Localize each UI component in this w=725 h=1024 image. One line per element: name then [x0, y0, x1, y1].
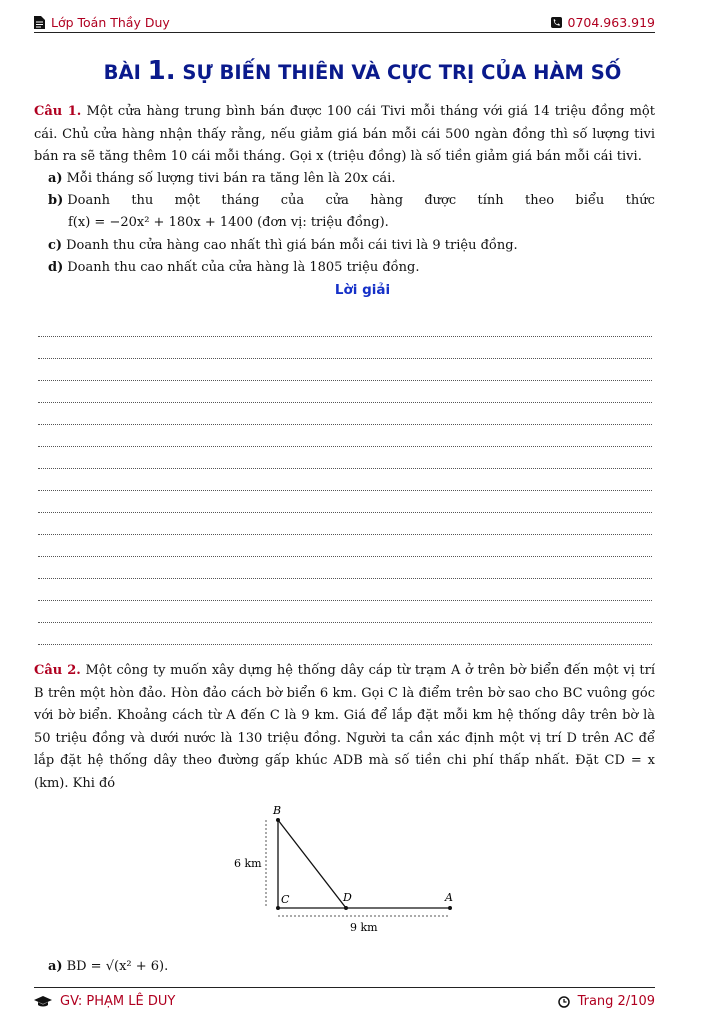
- phone-number: 0704.963.919: [567, 14, 655, 30]
- label-a: A: [445, 891, 453, 904]
- solution-heading: Lời giải: [334, 282, 391, 298]
- q1-option-a: [48, 168, 655, 190]
- graduation-cap-icon: [34, 996, 52, 1008]
- q1-option-a-text: Mỗi tháng số lượng tivi bán ra tăng lên là 20x cái.: [66, 171, 396, 186]
- header-right: [551, 15, 655, 30]
- header-left: [34, 15, 170, 30]
- answer-line[interactable]: [38, 424, 652, 425]
- cable-diagram: [228, 800, 468, 940]
- q1-option-a-label: a): [48, 171, 63, 186]
- teacher-name: GV: PHẠM LÊ DUY: [60, 994, 176, 1009]
- q1-b-word: thức: [625, 193, 655, 208]
- answer-line[interactable]: [38, 512, 652, 513]
- label-6km: 6 km: [234, 857, 262, 870]
- answer-line[interactable]: [38, 402, 652, 403]
- page-footer: [34, 987, 655, 1009]
- answer-line[interactable]: [38, 534, 652, 535]
- q1-option-d-label: d): [48, 260, 64, 275]
- point-d: [344, 906, 348, 910]
- q1-b-word: cửa: [325, 193, 349, 208]
- question-2-text: Một công ty muốn xây dựng hệ thống dây cáp từ trạm A ở trên bờ biển đến một vị trí B trên một hòn đảo. Hòn đảo cách bờ biển 6 km. Gọi C là điểm trên bờ sao cho BC vuông góc với bờ biển. Khoảng cách từ A đến C là 9 km. Giá để lắp đặt mỗi km hệ thống dây trên bờ là 50 triệu đồng và dưới nước là 130 triệu đồng. Người ta cần xác định một vị trí D trên AC để lắp đặt hệ thống dây theo đường gấp khúc ADB mà số tiền chi phí thấp nhất. Đặt CD = x (km). Khi đó: [34, 663, 655, 791]
- q1-option-b-line: [48, 190, 655, 212]
- q1-b-word: thu: [131, 193, 154, 208]
- question-2: [34, 660, 655, 795]
- clock-icon: [558, 996, 570, 1008]
- q1-option-d: [48, 257, 655, 279]
- q1-option-b: [48, 190, 655, 234]
- q1-b-word: tháng: [221, 193, 260, 208]
- question-1-text: Một cửa hàng trung bình bán được 100 cái Tivi mỗi tháng với giá 14 triệu đồng một cái. Chủ cửa hàng nhận thấy rằng, nếu giảm giá bán mỗi cái 500 ngàn đồng thì số lượng tivi bán ra sẽ tăng thêm 10 cái mỗi tháng. Gọi x (triệu đồng) là số tiền giảm giá bán mỗi cái tivi.: [34, 104, 655, 164]
- q2-option-a: [48, 956, 655, 978]
- footer-right: [558, 994, 655, 1009]
- school-name: Lớp Toán Thầy Duy: [51, 14, 170, 30]
- q2-option-a-label: a): [48, 959, 63, 974]
- answer-line[interactable]: [38, 358, 652, 359]
- q1-b-word: hàng: [370, 193, 404, 208]
- question-2-label: Câu 2.: [34, 663, 81, 678]
- answer-line[interactable]: [38, 380, 652, 381]
- answer-line[interactable]: [38, 600, 652, 601]
- answer-line[interactable]: [38, 644, 652, 645]
- q1-option-d-text: Doanh thu cao nhất của cửa hàng là 1805 triệu đồng.: [67, 260, 420, 275]
- answer-line[interactable]: [38, 446, 652, 447]
- point-a: [448, 906, 452, 910]
- label-b: B: [273, 804, 282, 817]
- point-b: [276, 818, 280, 822]
- q1-b-word: được: [424, 193, 457, 208]
- answer-line[interactable]: [38, 336, 652, 337]
- point-c: [276, 906, 280, 910]
- answer-line[interactable]: [38, 490, 652, 491]
- phone-icon: [551, 16, 562, 29]
- q1-option-b-formula: f(x) = −20x² + 180x + 1400 (đơn vị: triệu đồng).: [68, 215, 389, 230]
- q1-option-c-text: Doanh thu cửa hàng cao nhất thì giá bán mỗi cái tivi là 9 triệu đồng.: [66, 238, 518, 253]
- document-icon: [34, 16, 45, 29]
- page-number: Trang 2/109: [577, 994, 655, 1009]
- q1-b-word: theo: [524, 193, 555, 208]
- q1-option-b-label: b): [48, 193, 64, 208]
- title-text: SỰ BIẾN THIÊN VÀ CỰC TRỊ CỦA HÀM SỐ: [182, 61, 622, 84]
- question-1-label: Câu 1.: [34, 104, 82, 119]
- answer-line[interactable]: [38, 578, 652, 579]
- q1-b-word: của: [280, 193, 305, 208]
- page-header: [34, 12, 655, 33]
- question-1: [34, 101, 655, 169]
- answer-line[interactable]: [38, 556, 652, 557]
- title-number: 1.: [147, 56, 176, 86]
- q1-option-c-label: c): [48, 238, 63, 253]
- lesson-title: [0, 56, 725, 86]
- footer-left: [34, 994, 175, 1009]
- q1-b-word: một: [174, 193, 201, 208]
- q1-option-c: [48, 235, 655, 257]
- q2-option-a-text: BD = √(x² + 6).: [66, 959, 169, 974]
- title-prefix: BÀI: [103, 61, 141, 84]
- q1-b-word: Doanh: [67, 193, 110, 208]
- label-d: D: [343, 891, 352, 904]
- answer-line[interactable]: [38, 468, 652, 469]
- label-c: C: [281, 893, 290, 906]
- q1-b-word: biểu: [575, 193, 605, 208]
- q1-b-word: tính: [477, 193, 504, 208]
- label-9km: 9 km: [350, 921, 378, 934]
- answer-line[interactable]: [38, 622, 652, 623]
